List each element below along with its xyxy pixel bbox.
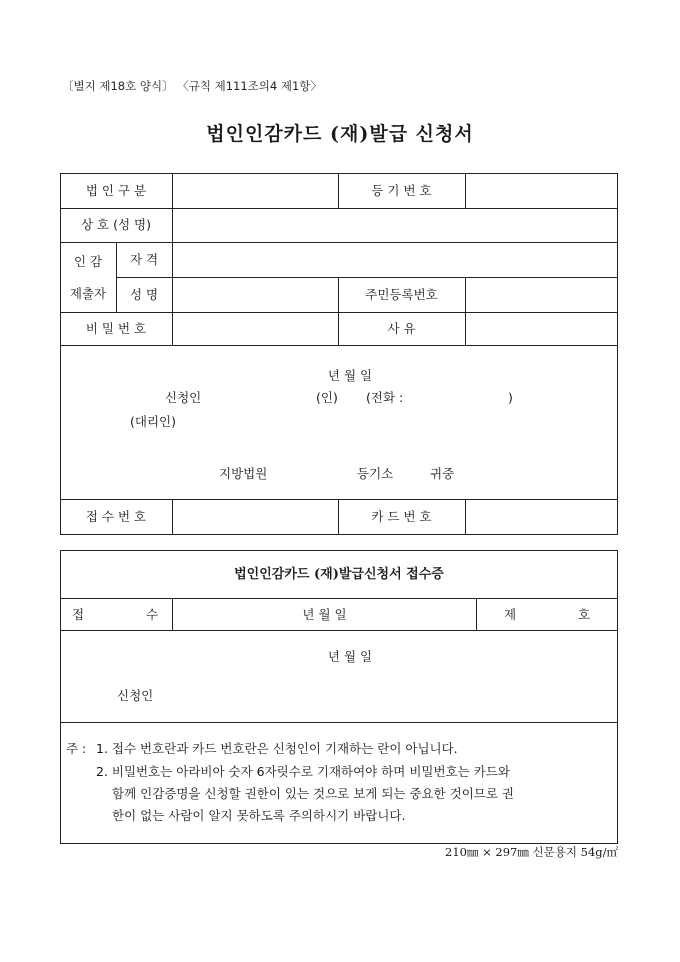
- page-title: 법인인감카드 (재)발급 신청서: [206, 123, 474, 145]
- resident-number-field[interactable]: [466, 278, 617, 312]
- registry-office-label: 등기소: [357, 466, 394, 481]
- receipt-date: 년 월 일: [302, 607, 347, 622]
- district-court-label: 지방법원: [219, 466, 268, 481]
- registration-number-label: 등 기 번 호: [371, 183, 432, 198]
- addressee-label: 귀중: [430, 466, 455, 481]
- seal-mark: (인): [316, 390, 338, 405]
- card-number-label: 카 드 번 호: [371, 509, 432, 524]
- password-field[interactable]: [173, 313, 338, 345]
- qualification-field[interactable]: [173, 243, 617, 277]
- reason-field[interactable]: [466, 313, 617, 345]
- form-header: 〔별지 제18호 양식〕 〈규칙 제111조의4 제1항〉: [62, 79, 322, 93]
- trade-name-label: 상 호 (성 명): [81, 217, 151, 232]
- applicant-line: 신청인: [165, 390, 202, 405]
- note-1: 1. 접수 번호란과 카드 번호란은 신청인이 기재하는 란이 아닙니다.: [96, 741, 458, 756]
- application-date: 년 월 일: [327, 368, 373, 383]
- qualification-label: 자 격: [129, 252, 159, 267]
- card-number-field[interactable]: [466, 500, 617, 534]
- receipt-title: 법인인감카드 (재)발급신청서 접수증: [234, 567, 444, 582]
- reason-label: 사 유: [387, 321, 416, 336]
- receipt-number-prefix: 제: [504, 607, 517, 622]
- receipt-issue-date: 년 월 일: [327, 649, 373, 664]
- phone-label: (전화 :: [366, 390, 404, 405]
- note-2-line1: 2. 비밀번호는 아라비아 숫자 6자릿수로 기재하여야 하며 비밀번호는 카드와: [96, 764, 510, 779]
- corp-type-label: 법 인 구 분: [85, 183, 147, 198]
- corp-type-field[interactable]: [173, 174, 338, 208]
- paper-spec: 210㎜ × 297㎜ 신문용지 54g/㎡: [445, 845, 618, 859]
- receipt-number-suffix: 호: [578, 607, 591, 622]
- note-2-line3: 한이 없는 사람이 알지 못하도록 주의하시기 바랍니다.: [112, 808, 406, 823]
- notes-prefix: 주 :: [66, 741, 87, 756]
- trade-name-field[interactable]: [173, 209, 617, 242]
- seal-submitter-label-line2: 제출자: [69, 286, 107, 301]
- receipt-number-label: 접 수 번 호: [85, 509, 147, 524]
- seal-submitter-label-line1: 인 감: [73, 254, 103, 269]
- received-label-a: 접: [72, 607, 85, 622]
- submitter-name-label: 성 명: [129, 287, 159, 302]
- receipt-applicant: 신청인: [117, 688, 154, 703]
- note-2-line2: 함께 인감증명을 신청할 권한이 있는 것으로 보게 되는 중요한 것이므로 권: [112, 786, 514, 801]
- registration-number-field[interactable]: [466, 174, 617, 208]
- submitter-name-field[interactable]: [173, 278, 338, 312]
- receipt-number-field[interactable]: [173, 500, 338, 534]
- password-label: 비 밀 번 호: [85, 321, 147, 336]
- agent-label: (대리인): [130, 414, 176, 429]
- received-label-b: 수: [146, 607, 159, 622]
- phone-close: ): [508, 390, 513, 405]
- resident-number-label: 주민등록번호: [365, 287, 438, 302]
